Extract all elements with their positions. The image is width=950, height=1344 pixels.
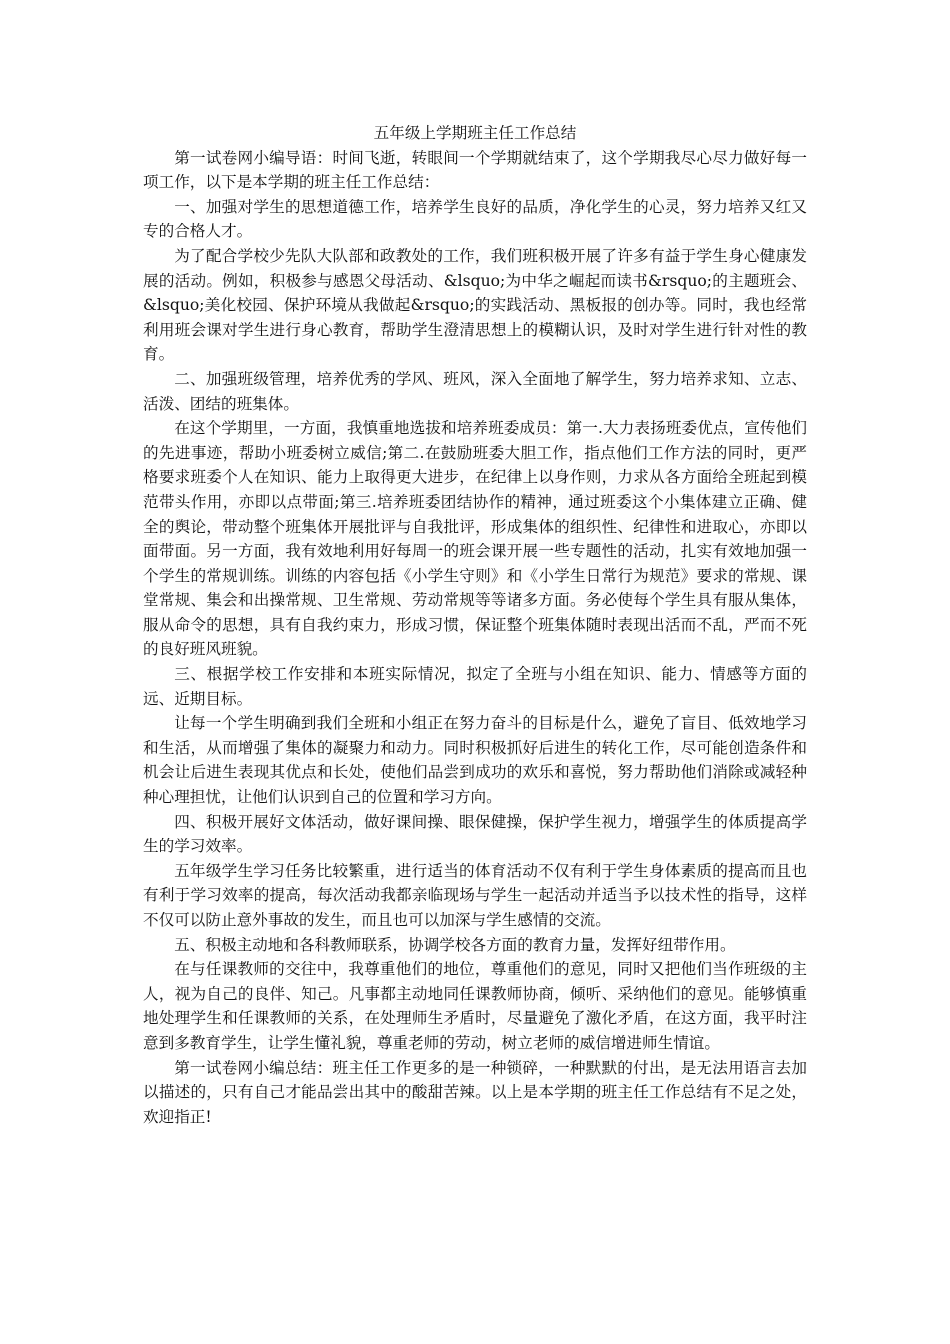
paragraph-intro: 第一试卷网小编导语：时间飞逝，转眼间一个学期就结束了，这个学期我尽心尽力做好每一项工作，以下是本学期的班主任工作总结： (143, 148, 807, 192)
paragraph-section-3-heading: 三、根据学校工作安排和本班实际情况，拟定了全班与小组在知识、能力、情感等方面的远、近期目标。 (143, 665, 807, 708)
paragraph-section-3-body: 让每一个学生明确到我们全班和小组正在努力奋斗的目标是什么，避免了盲目、低效地学习和生活，从而增强了集体的凝聚力和动力。同时积极抓好后进生的转化工作，尽可能创造条件和机会让后进生表现其优点和长处，使他们品尝到成功的欢乐和喜悦，努力帮助他们消除或减轻种种心理担忧，让他们认识到自己的位置和学习方向。 (143, 714, 807, 807)
paragraph-section-4-heading: 四、积极开展好文体活动，做好课间操、眼保健操，保护学生视力，增强学生的体质提高学生的学习效率。 (143, 812, 807, 856)
paragraph-section-1-body: 为了配合学校少先队大队部和政教处的工作，我们班积极开展了许多有益于学生身心健康发展的活动。例如，积极参与感恩父母活动、&lsquo;为中华之崛起而读书&rsquo;的主题班会、&lsquo;美化校园、保护环境从我做起&rsquo;的实践活动、黑板报的创办等。同时，我也经常利用班会课对学生进行身心教育，帮助学生澄清思想上的模糊认识，及时对学生进行针对性的教育。 (143, 246, 807, 364)
paragraph-section-5-heading: 五、积极主动地和各科教师联系，协调学校各方面的教育力量，发挥好纽带作用。 (174, 935, 736, 954)
document-page (143, 121, 807, 1129)
paragraph-section-4-body: 五年级学生学习任务比较繁重，进行适当的体育活动不仅有利于学生身体素质的提高而且也有利于学习效率的提高，每次活动我都亲临现场与学生一起活动并适当予以技术性的指导，这样不仅可以防止意外事故的发生，而且也可以加深与学生感情的交流。 (143, 861, 807, 929)
document-title: 五年级上学期班主任工作总结 (373, 124, 577, 142)
paragraph-section-1-heading: 一、加强对学生的思想道德工作，培养学生良好的品质，净化学生的心灵，努力培养又红又专的合格人才。 (143, 197, 807, 241)
paragraph-section-5-body: 在与任课教师的交往中，我尊重他们的地位，尊重他们的意见，同时又把他们当作班级的主人，视为自己的良伴、知己。凡事都主动地同任课教师协商，倾听、采纳他们的意见。能够慎重地处理学生和任课教师的关系，在处理师生矛盾时，尽量避免了激化矛盾，在这方面，我平时注意到多教育学生，让学生懂礼貌，尊重老师的劳动，树立老师的威信增进师生情谊。 (143, 960, 807, 1052)
paragraph-section-2-heading: 二、加强班级管理，培养优秀的学风、班风，深入全面地了解学生，努力培养求知、立志、活泼、团结的班集体。 (143, 369, 807, 413)
paragraph-conclusion: 第一试卷网小编总结：班主任工作更多的是一种锁碎，一种默默的付出，是无法用语言去加以描述的，只有自己才能品尝出其中的酸甜苦辣。以上是本学期的班主任工作总结有不足之处，欢迎指正! (143, 1058, 807, 1126)
paragraph-section-2-body: 在这个学期里，一方面，我慎重地选拔和培养班委成员：第一.大力表扬班委优点，宣传他们的先进事迹，帮助小班委树立威信;第二.在鼓励班委大胆工作，指点他们工作方法的同时，更严格要求班委个人在知识、能力上取得更大进步，在纪律上以身作则，力求从各方面给全班起到模范带头作用，亦即以点带面;第三.培养班委团结协作的精神，通过班委这个小集体建立正确、健全的舆论，带动整个班集体开展批评与自我批评，形成集体的组织性、纪律性和进取心，亦即以面带面。另一方面，我有效地利用好每周一的班会课开展一些专题性的活动，扎实有效地加强一个学生的常规训练。训练的内容包括《小学生守则》和《小学生日常行为规范》要求的常规、课堂常规、集会和出操常规、卫生常规、劳动常规等等诸多方面。务必使每个学生具有服从集体，服从命令的思想，具有自我约束力，形成习惯，保证整个班集体随时表现出活而不乱，严而不死的良好班风班貌。 (143, 419, 807, 659)
